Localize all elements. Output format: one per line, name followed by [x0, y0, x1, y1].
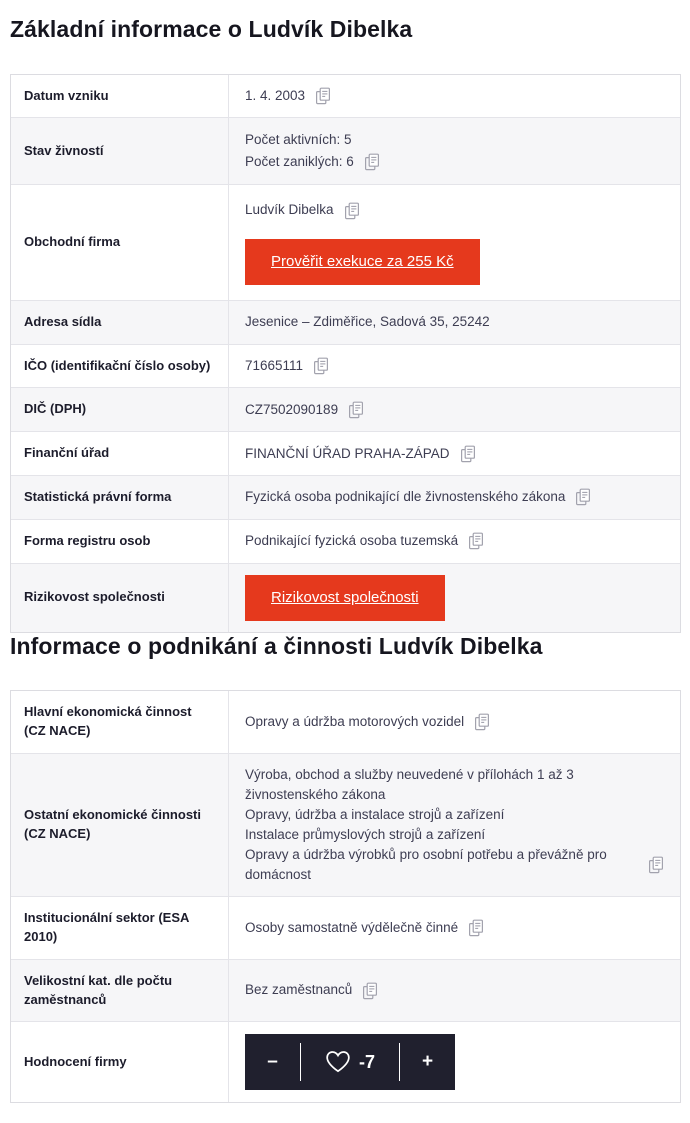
row-value	[229, 118, 680, 184]
value-text: Počet aktivních: 5	[245, 132, 352, 148]
value-text: Opravy a údržba motorových vozidel	[245, 714, 465, 730]
row-value	[229, 520, 680, 563]
rating-minus-button[interactable]: –	[245, 1051, 300, 1073]
row-value	[229, 691, 680, 753]
value-text: Ludvík Dibelka	[245, 202, 334, 218]
company-risk-button[interactable]: Rizikovost společnosti	[245, 575, 445, 621]
row-label: Velikostní kat. dle počtu zaměstnanců	[11, 960, 229, 1022]
row-value	[229, 960, 680, 1022]
copy-icon[interactable]	[648, 856, 664, 874]
heart-outline-icon	[325, 1050, 351, 1074]
copy-icon[interactable]	[468, 919, 484, 937]
copy-icon[interactable]	[362, 982, 378, 1000]
table-row-datum-vzniku	[11, 75, 680, 119]
table-row-institucionalni-sektor	[11, 897, 680, 960]
value-text: Opravy a údržba výrobků pro osobní potřebu a převážně pro domácnost	[245, 847, 607, 883]
table-row-forma-registru-osob	[11, 520, 680, 564]
row-label: Forma registru osob	[11, 520, 229, 563]
row-label: Statistická právní forma	[11, 476, 229, 519]
row-label: IČO (identifikační číslo osoby)	[11, 345, 229, 388]
copy-icon[interactable]	[474, 713, 490, 731]
row-value	[229, 754, 680, 896]
value-text: Počet zaniklých: 6	[245, 154, 354, 170]
rating-value-area	[301, 1049, 399, 1076]
table-row-hlavni-cinnost	[11, 691, 680, 754]
row-value	[229, 897, 680, 959]
basic-info-title: Základní informace o Ludvík Dibelka	[10, 16, 413, 42]
copy-icon[interactable]	[344, 202, 360, 220]
rating-plus-button[interactable]: +	[400, 1051, 455, 1073]
row-value	[229, 476, 680, 519]
table-row-ico	[11, 345, 680, 389]
table-row-obchodni-firma	[11, 185, 680, 300]
row-value	[229, 185, 680, 299]
row-label: Finanční úřad	[11, 432, 229, 475]
table-row-dic	[11, 388, 680, 432]
table-row-statisticka-pravni-forma	[11, 476, 680, 520]
row-label: Datum vzniku	[11, 75, 229, 118]
row-label: Institucionální sektor (ESA 2010)	[11, 897, 229, 959]
row-value	[229, 564, 680, 632]
copy-icon[interactable]	[315, 87, 331, 105]
copy-icon[interactable]	[348, 401, 364, 419]
value-text: Výroba, obchod a služby neuvedené v přílohách 1 až 3 živnostenského zákona	[245, 767, 574, 803]
table-row-rizikovost	[11, 564, 680, 632]
copy-icon[interactable]	[468, 532, 484, 550]
copy-icon[interactable]	[313, 357, 329, 375]
row-label: Adresa sídla	[11, 301, 229, 344]
value-text: Bez zaměstnanců	[245, 982, 353, 998]
table-row-stav-zivnosti	[11, 118, 680, 185]
company-rating-widget	[245, 1034, 455, 1090]
business-info-title: Informace o podnikání a činnosti Ludvík Dibelka	[10, 632, 543, 659]
row-value	[229, 301, 680, 344]
check-executions-button[interactable]: Prověřit exekuce za 255 Kč	[245, 239, 480, 285]
row-label: Stav živností	[11, 118, 229, 184]
row-label: Rizikovost společnosti	[11, 564, 229, 632]
value-text: Jesenice – Zdiměřice, Sadová 35, 25242	[245, 313, 490, 329]
value-text: Podnikající fyzická osoba tuzemská	[245, 533, 459, 549]
copy-icon[interactable]	[575, 488, 591, 506]
table-row-hodnoceni-firmy	[11, 1022, 680, 1102]
table-row-ostatni-cinnosti	[11, 754, 680, 897]
row-value	[229, 432, 680, 475]
rating-value: -7	[358, 1051, 375, 1072]
value-text: CZ7502090189	[245, 401, 339, 417]
value-text: Osoby samostatně výdělečně činné	[245, 919, 459, 935]
row-label: Obchodní firma	[11, 185, 229, 299]
row-value	[229, 75, 680, 118]
row-value	[229, 1022, 680, 1102]
table-row-adresa-sidla	[11, 301, 680, 345]
basic-info-table	[10, 74, 681, 633]
value-text: Instalace průmyslových strojů a zařízení	[245, 827, 486, 843]
copy-icon[interactable]	[364, 153, 380, 171]
business-info-table	[10, 690, 681, 1103]
table-row-financni-urad	[11, 432, 680, 476]
value-text: 1. 4. 2003	[245, 87, 306, 103]
copy-icon[interactable]	[460, 445, 476, 463]
row-label: Hlavní ekonomická činnost (CZ NACE)	[11, 691, 229, 753]
row-value	[229, 388, 680, 431]
row-label: Ostatní ekonomické činnosti (CZ NACE)	[11, 754, 229, 896]
value-text: FINANČNÍ ÚŘAD PRAHA-ZÁPAD	[245, 445, 450, 461]
value-text: Opravy, údržba a instalace strojů a zařízení	[245, 807, 505, 823]
value-text: 71665111	[245, 357, 304, 373]
row-label: DIČ (DPH)	[11, 388, 229, 431]
row-label: Hodnocení firmy	[11, 1022, 229, 1102]
row-value	[229, 345, 680, 388]
table-row-velikostni-kategorie	[11, 960, 680, 1023]
value-text: Fyzická osoba podnikající dle živnostenského zákona	[245, 489, 566, 505]
